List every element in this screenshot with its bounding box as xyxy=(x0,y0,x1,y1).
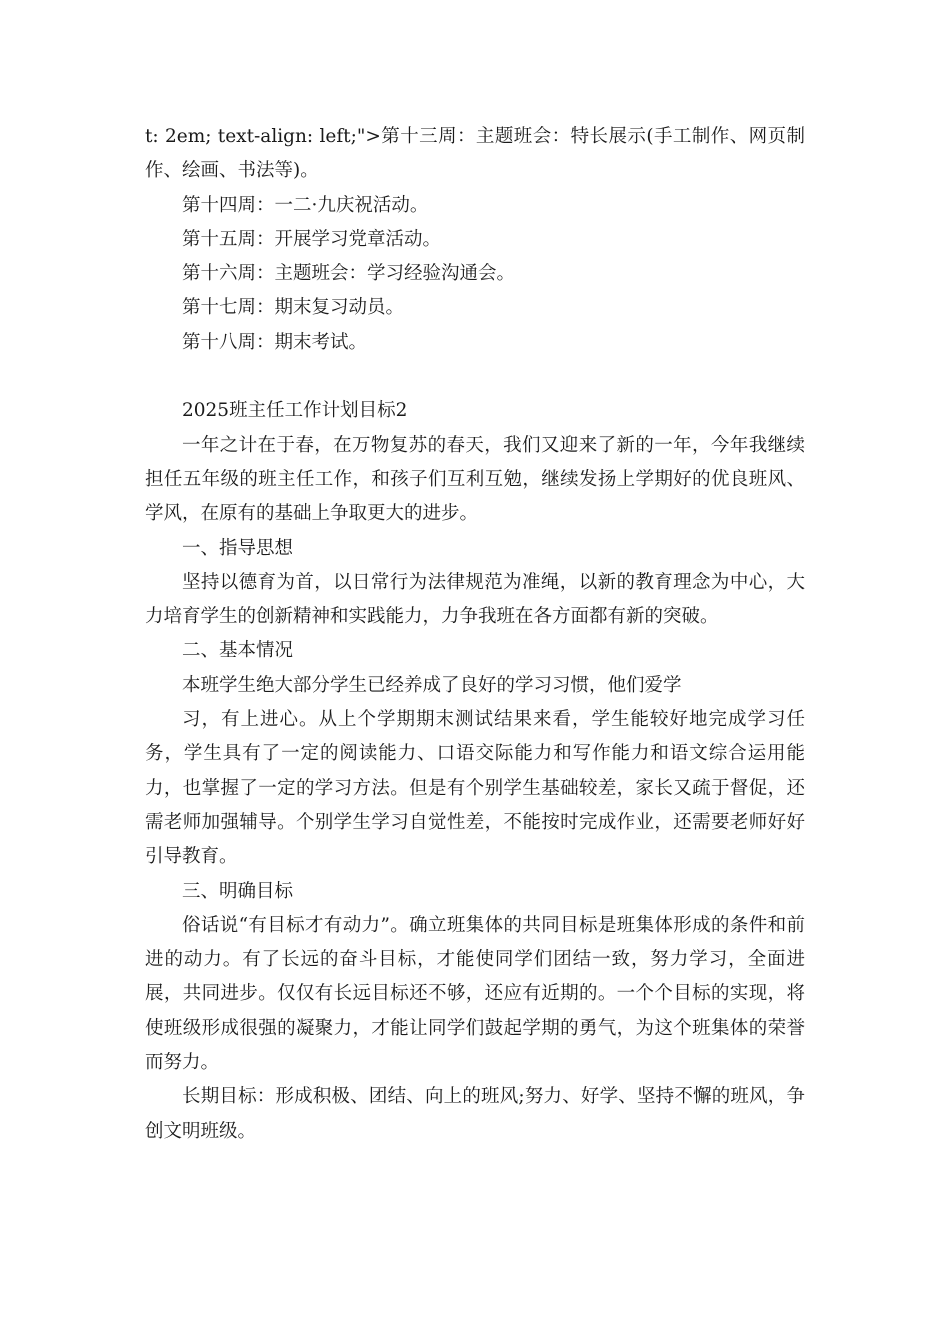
week-15-line: 第十五周：开展学习党章活动。 xyxy=(182,228,442,250)
document-body xyxy=(145,120,805,1149)
week-13-line: t: 2em; text-align: left;">第十三周：主题班会：特长展示(手工制作、网页制作、绘画、书法等)。 xyxy=(145,126,805,182)
basic-situation-line-1: 本班学生绝大部分学生已经养成了良好的学习习惯，他们爱学 xyxy=(182,674,682,696)
heading-clear-goals: 三、明确目标 xyxy=(182,880,294,902)
heading-basic-situation: 二、基本情况 xyxy=(182,640,294,662)
long-term-goal-paragraph: 长期目标：形成积极、团结、向上的班风;努力、好学、坚持不懈的班风，争创文明班级。 xyxy=(145,1086,805,1142)
week-14-line: 第十四周：一二·九庆祝活动。 xyxy=(182,194,429,216)
intro-paragraph: 一年之计在于春，在万物复苏的春天，我们又迎来了新的一年，今年我继续担任五年级的班主任工作，和孩子们互利互勉，继续发扬上学期好的优良班风、学风，在原有的基础上争取更大的进步。 xyxy=(145,434,805,525)
blank-line xyxy=(145,360,805,394)
guiding-thought-paragraph: 坚持以德育为首，以日常行为法律规范为准绳，以新的教育理念为中心，大力培育学生的创新精神和实践能力，力争我班在各方面都有新的突破。 xyxy=(145,571,805,628)
week-16-line: 第十六周：主题班会：学习经验沟通会。 xyxy=(182,263,516,285)
heading-guiding-thought: 一、指导思想 xyxy=(182,537,294,559)
week-17-line: 第十七周：期末复习动员。 xyxy=(182,297,405,319)
section-title: 2025班主任工作计划目标2 xyxy=(182,400,408,422)
clear-goals-paragraph: 俗话说“有目标才有动力”。确立班集体的共同目标是班集体形成的条件和前进的动力。有了长远的奋斗目标，才能使同学们团结一致，努力学习，全面进展，共同进步。仅仅有长远目标还不够，还应有近期的。一个个目标的实现，将使班级形成很强的凝聚力，才能让同学们鼓起学期的勇气，为这个班集体的荣誉而努力。 xyxy=(145,914,805,1074)
week-18-line: 第十八周：期末考试。 xyxy=(182,331,368,353)
basic-situation-paragraph: 习，有上进心。从上个学期期末测试结果来看，学生能较好地完成学习任务，学生具有了一定的阅读能力、口语交际能力和写作能力和语文综合运用能力，也掌握了一定的学习方法。但是有个别学生基础较差，家长又疏于督促，还需老师加强辅导。个别学生学习自觉性差，不能按时完成作业，还需要老师好好引导教育。 xyxy=(145,709,805,868)
